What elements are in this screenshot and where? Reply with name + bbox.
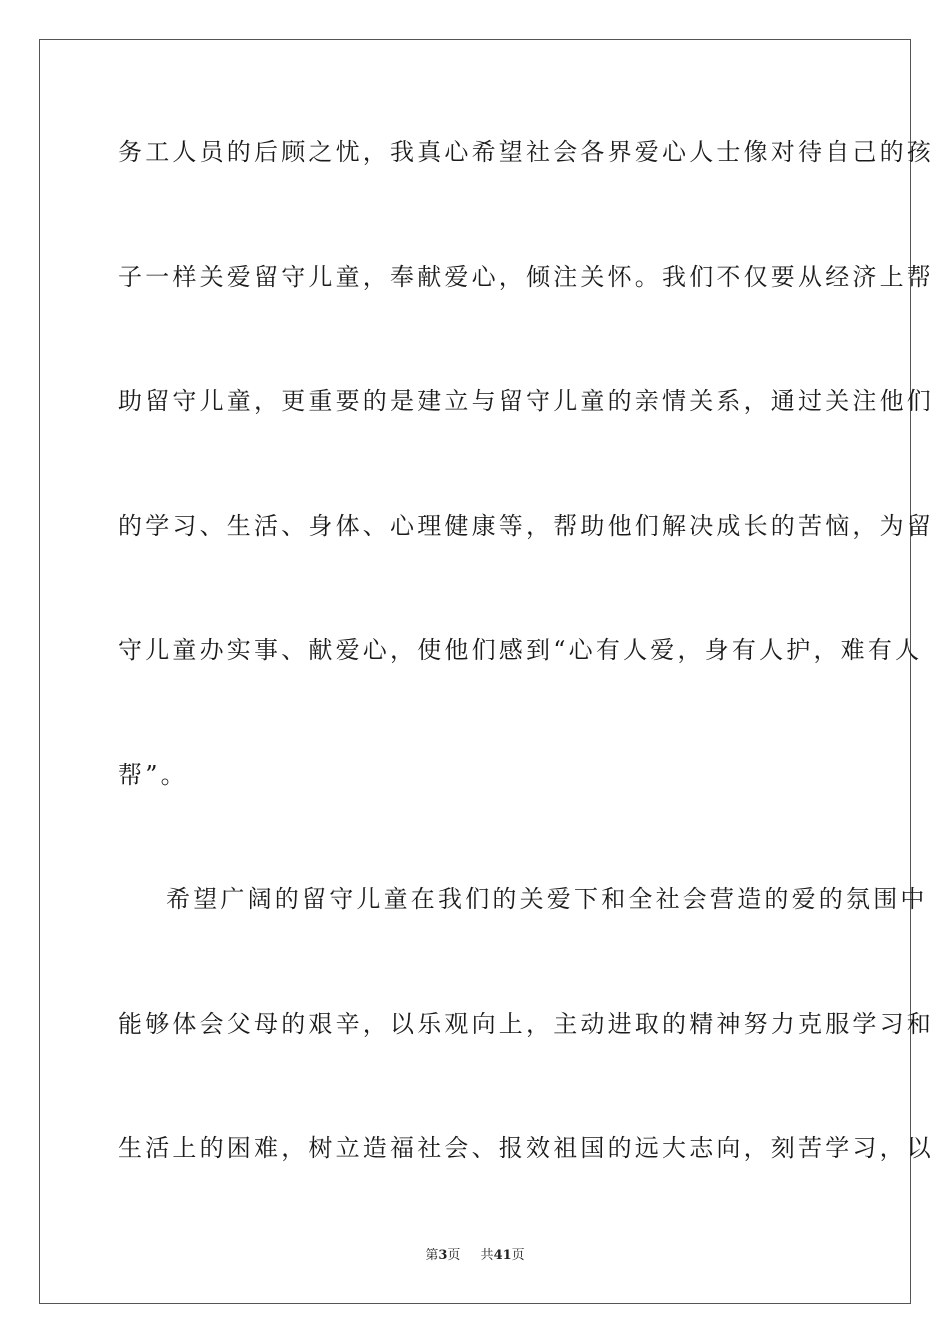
body-line-6: 帮”。 bbox=[118, 761, 188, 789]
body-line-5: 守儿童办实事、献爱心，使他们感到“心有人爱，身有人护，难有人 bbox=[118, 636, 923, 664]
body-line-7: 希望广阔的留守儿童在我们的关爱下和全社会营造的爱的氛围中 bbox=[166, 885, 928, 913]
body-line-1: 务工人员的后顾之忧，我真心希望社会各界爱心人士像对待自己的孩 bbox=[118, 138, 934, 166]
page-footer bbox=[0, 1248, 950, 1264]
page-number: 第3页 bbox=[425, 1248, 461, 1263]
body-line-3: 助留守儿童，更重要的是建立与留守儿童的亲情关系，通过关注他们 bbox=[118, 387, 934, 415]
body-line-4: 的学习、生活、身体、心理健康等，帮助他们解决成长的苦恼，为留 bbox=[118, 512, 934, 540]
body-line-2: 子一样关爱留守儿童，奉献爱心，倾注关怀。我们不仅要从经济上帮 bbox=[118, 263, 934, 291]
page-border bbox=[39, 39, 934, 1304]
body-line-8: 能够体会父母的艰辛，以乐观向上，主动进取的精神努力克服学习和 bbox=[118, 1010, 934, 1038]
body-line-9: 生活上的困难，树立造福社会、报效祖国的远大志向，刻苦学习，以 bbox=[118, 1134, 934, 1162]
page-total: 共41页 bbox=[480, 1248, 525, 1263]
